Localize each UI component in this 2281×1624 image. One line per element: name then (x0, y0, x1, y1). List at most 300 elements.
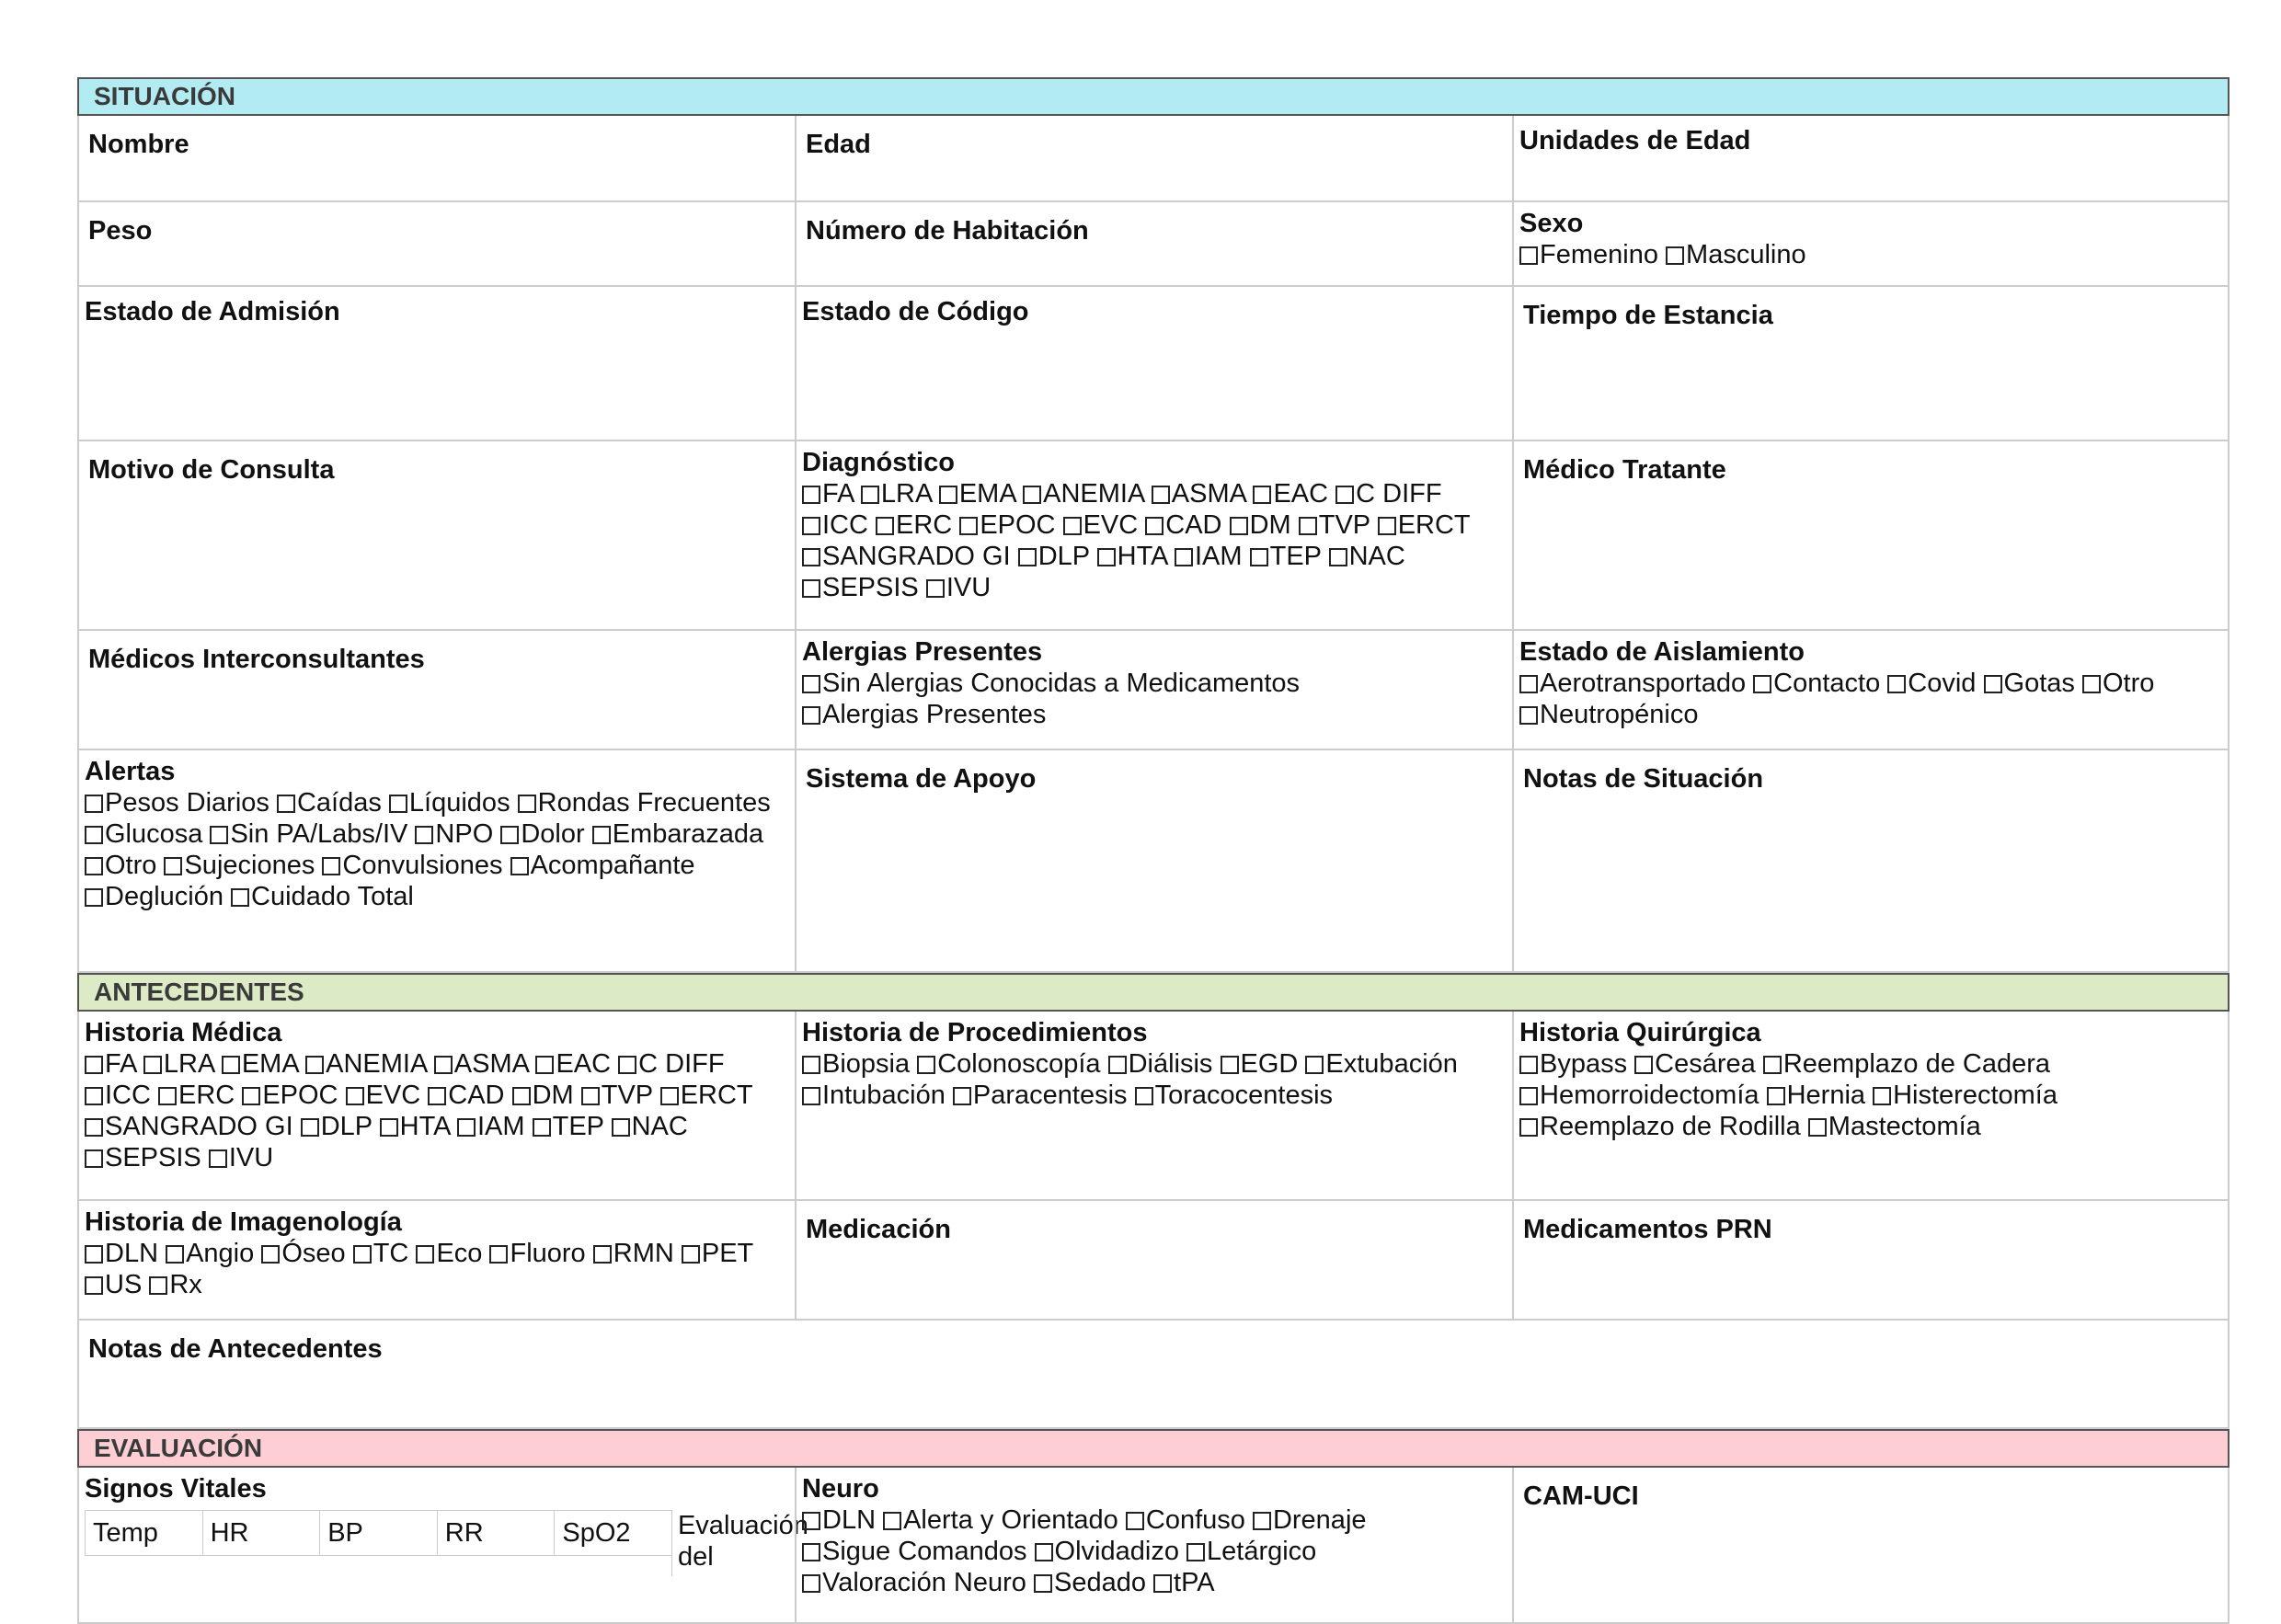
checkbox-icon[interactable] (416, 1245, 434, 1264)
checkbox-icon[interactable] (926, 579, 945, 598)
checkbox-icon[interactable] (1221, 1056, 1239, 1074)
checkbox-option[interactable] (1230, 510, 1291, 540)
checkbox-icon[interactable] (1230, 517, 1248, 535)
checkbox-option[interactable] (1808, 1112, 1981, 1141)
checkbox-option[interactable] (305, 1049, 427, 1079)
checkbox-label: Bypass (1540, 1049, 1628, 1079)
checkbox-option[interactable] (85, 1270, 142, 1299)
checkbox-icon[interactable] (500, 826, 519, 844)
checkbox-option[interactable] (1378, 510, 1471, 540)
checkbox-option[interactable] (1299, 510, 1370, 540)
checkbox-option[interactable] (512, 1081, 574, 1110)
checkbox-icon[interactable] (277, 795, 295, 813)
vitals-col-hr[interactable]: HR (202, 1510, 320, 1556)
checkbox-option[interactable] (85, 788, 269, 818)
checkbox-icon[interactable] (1108, 1056, 1127, 1074)
checkbox-option[interactable] (1519, 1081, 1759, 1110)
checkbox-label: SANGRADO GI (822, 542, 1011, 571)
checkbox-option[interactable] (1253, 479, 1328, 509)
checkbox-label: CAD (448, 1081, 505, 1110)
checkbox-icon[interactable] (802, 517, 820, 535)
checkbox-icon[interactable] (1145, 517, 1163, 535)
checkbox-option[interactable] (209, 1143, 273, 1172)
checkbox-icon[interactable] (1126, 1512, 1144, 1530)
checkbox-option[interactable] (85, 1081, 151, 1110)
field-label: Peso (88, 216, 153, 246)
checkbox-option[interactable] (533, 1112, 604, 1141)
checkbox-label: C DIFF (1356, 479, 1442, 509)
vitals-col-spo2[interactable]: SpO2 (554, 1510, 671, 1556)
checkbox-icon[interactable] (1253, 1512, 1271, 1530)
checkbox-option[interactable] (1035, 1537, 1179, 1566)
checkbox-label: ERC (178, 1081, 235, 1110)
checkbox-label: Angio (186, 1239, 255, 1268)
checkbox-icon[interactable] (592, 826, 611, 844)
checkbox-icon[interactable] (802, 1056, 820, 1074)
checkbox-icon[interactable] (1634, 1056, 1653, 1074)
checkbox-option[interactable] (231, 882, 414, 911)
checkbox-icon[interactable] (1519, 1118, 1538, 1137)
checkbox-icon[interactable] (612, 1118, 630, 1137)
checkbox-icon[interactable] (1034, 1574, 1052, 1593)
vitals-table (85, 1510, 808, 1576)
checkbox-icon[interactable] (1519, 1087, 1538, 1105)
checkbox-option[interactable] (802, 542, 1011, 571)
checkbox-option[interactable] (802, 669, 1300, 698)
checkbox-option[interactable] (149, 1270, 201, 1299)
checkbox-label: FA (822, 479, 854, 509)
checkbox-icon[interactable] (1035, 1543, 1053, 1561)
checkbox-icon[interactable] (346, 1087, 364, 1105)
checkbox-option[interactable] (416, 1239, 482, 1268)
checkbox-label: EPOC (980, 510, 1056, 540)
checkbox-icon[interactable] (939, 486, 957, 504)
field-tiempo-estancia[interactable] (1512, 287, 2229, 441)
checkbox-label: DM (532, 1081, 574, 1110)
checkbox-option[interactable] (85, 819, 202, 849)
checkbox-label: EMA (958, 479, 1016, 509)
checkbox-icon[interactable] (209, 1149, 227, 1168)
checkbox-icon[interactable] (535, 1056, 554, 1074)
checkbox-icon[interactable] (434, 1056, 453, 1074)
checkbox-label: Acompañante (530, 851, 695, 880)
field-label: Motivo de Consulta (88, 455, 335, 485)
checkbox-icon[interactable] (660, 1087, 679, 1105)
checkbox-icon[interactable] (802, 579, 820, 598)
checkbox-icon[interactable] (85, 1118, 103, 1137)
checkbox-option[interactable] (802, 700, 1046, 729)
checkbox-icon[interactable] (917, 1056, 935, 1074)
checkbox-icon[interactable] (802, 1512, 820, 1530)
checkbox-icon[interactable] (457, 1118, 476, 1137)
checkbox-option[interactable] (1063, 510, 1139, 540)
checkbox-option[interactable] (143, 1049, 214, 1079)
checkbox-label: tPA (1174, 1568, 1215, 1597)
checkbox-icon[interactable] (143, 1056, 162, 1074)
checkbox-option[interactable] (1666, 240, 1806, 269)
checkbox-label: TVP (1318, 510, 1370, 540)
checkbox-option[interactable] (322, 851, 502, 880)
checkbox-option[interactable] (593, 1239, 674, 1268)
checkbox-option[interactable] (917, 1049, 1100, 1079)
checkbox-option[interactable] (939, 479, 1015, 509)
checkbox-icon[interactable] (164, 857, 182, 875)
checkbox-group (1519, 668, 2222, 730)
checkbox-icon[interactable] (1753, 675, 1771, 693)
checkbox-icon[interactable] (489, 1245, 508, 1264)
checkbox-option[interactable] (1221, 1049, 1299, 1079)
checkbox-option[interactable] (876, 510, 952, 540)
checkbox-icon[interactable] (802, 675, 820, 693)
checkbox-option[interactable] (1108, 1049, 1213, 1079)
checkbox-label: Extubación (1325, 1049, 1458, 1079)
checkbox-icon[interactable] (883, 1512, 901, 1530)
checkbox-icon[interactable] (1186, 1543, 1205, 1561)
checkbox-icon[interactable] (802, 1574, 820, 1593)
checkbox-icon[interactable] (222, 1056, 240, 1074)
field-notas-situacion[interactable] (1512, 750, 2229, 973)
checkbox-label: Rx (169, 1270, 202, 1299)
checkbox-option[interactable] (389, 788, 510, 818)
checkbox-option[interactable] (353, 1239, 409, 1268)
checkbox-option[interactable] (242, 1081, 338, 1110)
checkbox-icon[interactable] (1097, 548, 1116, 566)
checkbox-icon[interactable] (1018, 548, 1037, 566)
checkbox-icon[interactable] (322, 857, 340, 875)
vitals-col-rr[interactable]: RR (437, 1510, 555, 1556)
checkbox-icon[interactable] (682, 1245, 700, 1264)
checkbox-option[interactable] (85, 851, 156, 880)
checkbox-label: DLP (1037, 542, 1090, 571)
checkbox-option[interactable] (415, 819, 493, 849)
checkbox-icon[interactable] (1378, 517, 1396, 535)
checkbox-icon[interactable] (802, 706, 820, 725)
checkbox-option[interactable] (1335, 479, 1441, 509)
field-label: Estado de Admisión (85, 297, 340, 326)
checkbox-option[interactable] (1887, 669, 1976, 698)
checkbox-label: ERCT (1397, 510, 1471, 540)
checkbox-option[interactable] (301, 1112, 373, 1141)
checkbox-icon[interactable] (593, 1245, 612, 1264)
checkbox-icon[interactable] (581, 1087, 600, 1105)
checkbox-option[interactable] (802, 479, 854, 509)
checkbox-option[interactable] (1126, 1505, 1245, 1535)
checkbox-icon[interactable] (1519, 675, 1538, 693)
checkbox-group (85, 787, 789, 912)
checkbox-label: NPO (435, 819, 494, 849)
checkbox-option[interactable] (618, 1049, 724, 1079)
checkbox-icon[interactable] (231, 888, 249, 907)
checkbox-icon[interactable] (1250, 548, 1268, 566)
checkbox-icon[interactable] (1519, 246, 1538, 265)
checkbox-label: ASMA (1171, 479, 1246, 509)
checkbox-label: C DIFF (638, 1049, 725, 1079)
checkbox-icon[interactable] (261, 1245, 280, 1264)
field-estado-admision[interactable] (77, 287, 795, 441)
checkbox-label: TEP (1269, 542, 1322, 571)
checkbox-icon[interactable] (876, 517, 894, 535)
checkbox-option[interactable] (380, 1112, 450, 1141)
vitals-col-bp[interactable]: BP (319, 1510, 437, 1556)
form-row (77, 116, 2229, 202)
checkbox-option[interactable] (2082, 669, 2154, 698)
checkbox-label: IVU (946, 573, 991, 602)
checkbox-option[interactable] (1519, 240, 1658, 269)
checkbox-icon[interactable] (1063, 517, 1082, 535)
checkbox-option[interactable] (500, 819, 584, 849)
checkbox-label: Intubación (822, 1081, 946, 1110)
checkbox-icon[interactable] (518, 795, 536, 813)
checkbox-option[interactable] (612, 1112, 688, 1141)
checkbox-option[interactable] (489, 1239, 585, 1268)
checkbox-option[interactable] (510, 851, 695, 880)
checkbox-label: Sigue Comandos (822, 1537, 1027, 1566)
checkbox-label: Alergias Presentes (822, 700, 1047, 729)
checkbox-option[interactable] (1153, 1568, 1215, 1597)
checkbox-icon[interactable] (85, 888, 103, 907)
checkbox-icon[interactable] (85, 1245, 103, 1264)
checkbox-option[interactable] (802, 1568, 1026, 1597)
checkbox-option[interactable] (802, 1049, 910, 1079)
checkbox-icon[interactable] (1305, 1056, 1324, 1074)
checkbox-option[interactable] (1984, 669, 2075, 698)
checkbox-option[interactable] (85, 1239, 158, 1268)
checkbox-option[interactable] (535, 1049, 611, 1079)
checkbox-icon[interactable] (1519, 706, 1538, 725)
form-row (77, 1201, 2229, 1321)
section-header-situacion: SITUACIÓN (77, 77, 2229, 116)
checkbox-icon[interactable] (85, 857, 103, 875)
checkbox-option[interactable] (1250, 542, 1322, 571)
checkbox-option[interactable] (222, 1049, 298, 1079)
checkbox-option[interactable] (1135, 1081, 1333, 1110)
checkbox-option[interactable] (802, 1537, 1026, 1566)
checkbox-label: DLP (320, 1112, 373, 1141)
checkbox-icon[interactable] (510, 857, 529, 875)
checkbox-option[interactable] (1329, 542, 1405, 571)
checkbox-icon[interactable] (1023, 486, 1041, 504)
checkbox-option[interactable] (1034, 1568, 1146, 1597)
checkbox-label: Cesárea (1655, 1049, 1756, 1079)
checkbox-icon[interactable] (802, 1543, 820, 1561)
checkbox-group (85, 1048, 789, 1173)
checkbox-option[interactable] (1873, 1081, 2057, 1110)
form-sheet (77, 77, 2229, 1624)
checkbox-icon[interactable] (1984, 675, 2002, 693)
checkbox-icon[interactable] (158, 1087, 177, 1105)
checkbox-icon[interactable] (959, 517, 978, 535)
checkbox-icon[interactable] (428, 1087, 446, 1105)
checkbox-icon[interactable] (389, 795, 407, 813)
checkbox-icon[interactable] (618, 1056, 636, 1074)
checkbox-icon[interactable] (1153, 1574, 1172, 1593)
field-motivo-consulta[interactable] (77, 441, 795, 631)
checkbox-group (1519, 1048, 2222, 1142)
checkbox-icon[interactable] (353, 1245, 372, 1264)
checkbox-group (1519, 239, 2222, 270)
checkbox-icon[interactable] (1763, 1056, 1782, 1074)
checkbox-label: IAM (1194, 542, 1243, 571)
field-medicos-interconsultantes[interactable] (77, 631, 795, 750)
field-numero-habitacion[interactable] (795, 202, 1512, 287)
checkbox-option[interactable] (1175, 542, 1243, 571)
field-sistema-apoyo[interactable] (795, 750, 1512, 973)
checkbox-option[interactable] (164, 851, 315, 880)
checkbox-label: Toracocentesis (1154, 1081, 1334, 1110)
checkbox-option[interactable] (277, 788, 382, 818)
checkbox-label: Confuso (1145, 1505, 1245, 1535)
checkbox-icon[interactable] (802, 548, 820, 566)
checkbox-icon[interactable] (149, 1276, 167, 1295)
checkbox-option[interactable] (457, 1112, 525, 1141)
field-label: Notas de Situación (1523, 764, 1764, 794)
checkbox-label: Paracentesis (972, 1081, 1128, 1110)
checkbox-option[interactable] (434, 1049, 529, 1079)
checkbox-option[interactable] (802, 573, 919, 602)
checkbox-icon[interactable] (1767, 1087, 1785, 1105)
checkbox-option[interactable] (85, 882, 224, 911)
field-unidades-edad[interactable] (1512, 116, 2229, 202)
checkbox-option[interactable] (1018, 542, 1090, 571)
checkbox-option[interactable] (428, 1081, 504, 1110)
checkbox-icon[interactable] (953, 1087, 971, 1105)
checkbox-icon[interactable] (1873, 1087, 1891, 1105)
checkbox-option[interactable] (802, 1081, 946, 1110)
checkbox-icon[interactable] (415, 826, 433, 844)
checkbox-option[interactable] (1753, 669, 1880, 698)
vitals-col-evaluacion[interactable]: Evaluación del (671, 1510, 789, 1576)
checkbox-icon[interactable] (1519, 1056, 1538, 1074)
checkbox-icon[interactable] (1299, 517, 1317, 535)
checkbox-option[interactable] (1253, 1505, 1367, 1535)
checkbox-label: EPOC (262, 1081, 338, 1110)
checkbox-option[interactable] (1145, 510, 1221, 540)
checkbox-option[interactable] (1519, 700, 1699, 729)
checkbox-icon[interactable] (85, 795, 103, 813)
checkbox-option[interactable] (802, 1505, 876, 1535)
checkbox-icon[interactable] (85, 826, 103, 844)
checkbox-icon[interactable] (380, 1118, 398, 1137)
checkbox-option[interactable] (802, 510, 868, 540)
checkbox-option[interactable] (581, 1081, 653, 1110)
checkbox-option[interactable] (85, 1112, 293, 1141)
checkbox-label: Reemplazo de Cadera (1782, 1049, 2051, 1079)
checkbox-label: EGD (1240, 1049, 1299, 1079)
checkbox-label: ANEMIA (326, 1049, 427, 1079)
field-cam-uci[interactable] (1512, 1468, 2229, 1624)
checkbox-option[interactable] (85, 1143, 201, 1172)
checkbox-option[interactable] (1097, 542, 1167, 571)
field-signos-vitales (77, 1468, 808, 1624)
checkbox-icon[interactable] (85, 1276, 103, 1295)
checkbox-option[interactable] (158, 1081, 235, 1110)
checkbox-label: NAC (631, 1112, 688, 1141)
checkbox-icon[interactable] (1808, 1118, 1827, 1137)
checkbox-option[interactable] (346, 1081, 421, 1110)
checkbox-option[interactable] (518, 788, 771, 818)
checkbox-label: EAC (556, 1049, 612, 1079)
checkbox-icon[interactable] (301, 1118, 319, 1137)
checkbox-label: DM (1249, 510, 1291, 540)
checkbox-option[interactable] (660, 1081, 753, 1110)
field-estado-codigo[interactable] (795, 287, 1512, 441)
checkbox-icon[interactable] (85, 1087, 103, 1105)
checkbox-icon[interactable] (1175, 548, 1193, 566)
field-notas-antecedentes[interactable] (77, 1321, 2229, 1429)
checkbox-icon[interactable] (1335, 486, 1354, 504)
checkbox-option[interactable] (861, 479, 932, 509)
checkbox-icon[interactable] (166, 1245, 184, 1264)
field-nombre[interactable] (77, 116, 795, 202)
vitals-col-temp[interactable]: Temp (85, 1510, 202, 1556)
checkbox-icon[interactable] (1152, 486, 1170, 504)
checkbox-option[interactable] (261, 1239, 345, 1268)
checkbox-icon[interactable] (2082, 675, 2101, 693)
field-label: Signos Vitales (85, 1474, 267, 1504)
checkbox-label: ICC (822, 510, 868, 540)
checkbox-option[interactable] (1767, 1081, 1865, 1110)
form-row (77, 1012, 2229, 1201)
checkbox-label: PET (701, 1239, 754, 1268)
checkbox-option[interactable] (1023, 479, 1144, 509)
field-label: Historia Quirúrgica (1519, 1018, 1761, 1047)
checkbox-icon[interactable] (1666, 246, 1684, 265)
checkbox-option[interactable] (1186, 1537, 1316, 1566)
field-medicacion[interactable] (795, 1201, 1512, 1321)
checkbox-option[interactable] (1763, 1049, 2050, 1079)
checkbox-icon[interactable] (1253, 486, 1271, 504)
checkbox-option[interactable] (210, 819, 407, 849)
checkbox-icon[interactable] (802, 1087, 820, 1105)
checkbox-option[interactable] (926, 573, 991, 602)
field-historia-imagenologia (77, 1201, 795, 1321)
checkbox-icon[interactable] (512, 1087, 531, 1105)
field-medicamentos-prn[interactable] (1512, 1201, 2229, 1321)
field-peso[interactable] (77, 202, 795, 287)
checkbox-icon[interactable] (1135, 1087, 1153, 1105)
field-medico-tratante[interactable] (1512, 441, 2229, 631)
checkbox-icon[interactable] (1887, 675, 1906, 693)
checkbox-option[interactable] (1519, 1049, 1627, 1079)
checkbox-option[interactable] (166, 1239, 254, 1268)
form-row (77, 202, 2229, 287)
checkbox-icon[interactable] (1329, 548, 1347, 566)
checkbox-option[interactable] (1519, 1112, 1801, 1141)
checkbox-group (85, 1238, 789, 1300)
checkbox-option[interactable] (682, 1239, 753, 1268)
checkbox-option[interactable] (1519, 669, 1746, 698)
checkbox-icon[interactable] (242, 1087, 260, 1105)
checkbox-icon[interactable] (802, 486, 820, 504)
checkbox-icon[interactable] (85, 1056, 103, 1074)
checkbox-label: ERC (896, 510, 953, 540)
checkbox-icon[interactable] (305, 1056, 324, 1074)
checkbox-icon[interactable] (861, 486, 879, 504)
checkbox-option[interactable] (1152, 479, 1246, 509)
checkbox-option[interactable] (85, 1049, 136, 1079)
checkbox-label: CAD (1165, 510, 1222, 540)
field-edad[interactable] (795, 116, 1512, 202)
checkbox-option[interactable] (883, 1505, 1118, 1535)
checkbox-option[interactable] (1634, 1049, 1756, 1079)
checkbox-option[interactable] (592, 819, 763, 849)
checkbox-option[interactable] (953, 1081, 1128, 1110)
checkbox-icon[interactable] (533, 1118, 551, 1137)
checkbox-icon[interactable] (210, 826, 228, 844)
checkbox-option[interactable] (959, 510, 1055, 540)
checkbox-option[interactable] (1305, 1049, 1458, 1079)
checkbox-icon[interactable] (85, 1149, 103, 1168)
